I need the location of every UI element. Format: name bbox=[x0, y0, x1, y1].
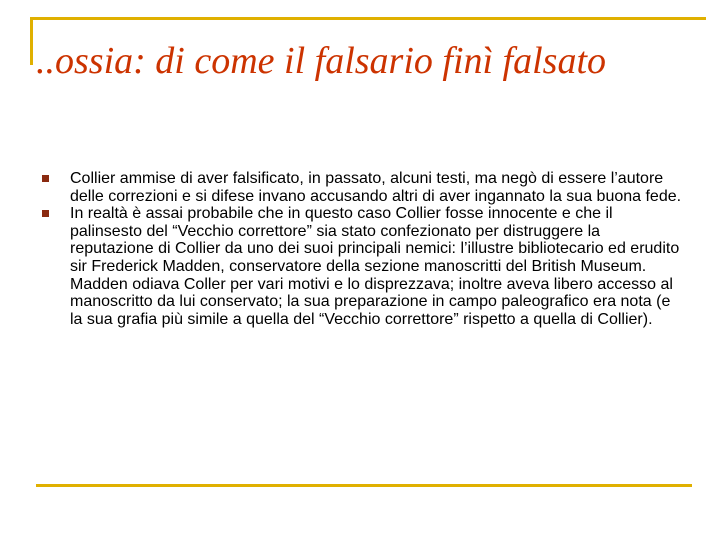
frame-left-line bbox=[30, 17, 33, 65]
bullet-item bbox=[42, 170, 682, 205]
frame-top-line bbox=[30, 17, 706, 20]
bullet-item bbox=[42, 205, 682, 328]
frame-bottom-line bbox=[36, 484, 692, 487]
bullet-list bbox=[42, 170, 682, 328]
slide-title: ..ossia: di come il falsario finì falsato bbox=[36, 40, 607, 82]
square-bullet-icon bbox=[42, 175, 49, 182]
bullet-text: Collier ammise di aver falsificato, in passato, alcuni testi, ma negò di essere l’autore delle correzioni e si difese invano accusando altri di aver ingannato la sua buona fede. bbox=[70, 170, 682, 205]
square-bullet-icon bbox=[42, 210, 49, 217]
bullet-text: In realtà è assai probabile che in questo caso Collier fosse innocente e che il palinsesto del “Vecchio correttore” sia stato confezionato per distruggere la reputazione di Collier da uno dei suoi principali nemici: l’illustre bibliotecario ed erudito sir Frederick Madden, conservatore della sezione manoscritti del British Museum. Madden odiava Coller per vari motivi e lo disprezzava; inoltre aveva libero accesso al manoscritto da lui conservato; la sua preparazione in campo paleografico era nota (e la sua grafia più simile a quella del “Vecchio correttore” rispetto a quella di Collier). bbox=[70, 205, 680, 328]
